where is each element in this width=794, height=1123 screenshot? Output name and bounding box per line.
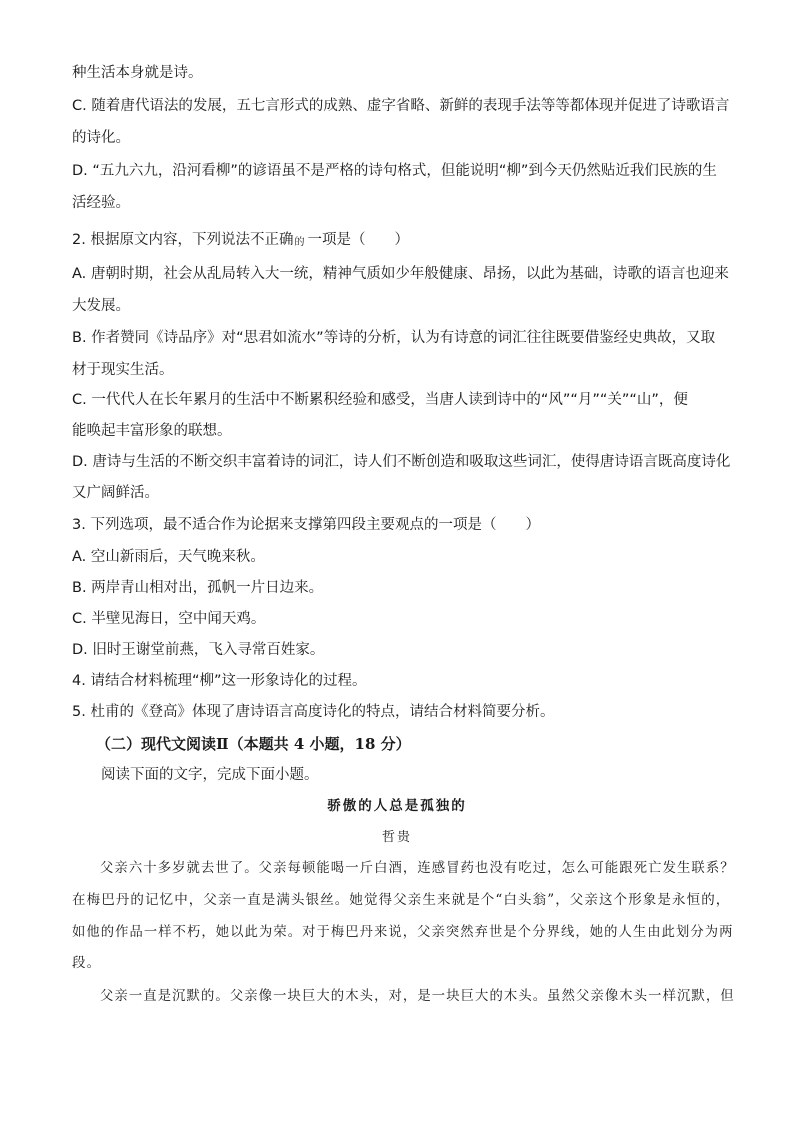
q2-option-c-line-2: 能唤起丰富形象的联想。 [72,423,232,439]
essay-paragraph-1-line-2: 在梅巴丹的记忆中，父亲一直是满头银丝。她觉得父亲生来就是个“白头翁”，父亲这个形象是永恒的， [72,892,731,908]
option-c-line-2: 的诗化。 [72,130,130,146]
q3-option-d: D. 旧时王谢堂前燕，飞入寻常百姓家。 [72,642,325,658]
q2-option-c-line-1: C. 一代代人在长年累月的生活中不断累积经验和感受，当唐人读到诗中的“风”“月”“关”“山”，便 [72,392,688,408]
q3-option-c: C. 半壁见海日，空中闻天鸡。 [72,611,266,627]
q2-option-b-line-1: B. 作者赞同《诗品序》对“思君如流水”等诗的分析，认为有诗意的词汇往往既要借鉴经史典故，又取 [72,330,716,346]
option-d-line-2: 活经验。 [72,195,130,211]
section-heading: （二）现代文阅读Ⅱ（本题共 4 小题，18 分） [96,735,411,753]
essay-paragraph-1-line-4: 段。 [72,955,102,971]
q2-option-b-line-2: 材于现实生活。 [72,362,174,378]
q3-option-a: A. 空山新雨后，天气晚来秋。 [72,549,265,565]
question-5: 5. 杜甫的《登高》体现了唐诗语言高度诗化的特点，请结合材料简要分析。 [72,704,555,720]
q3-option-b: B. 两岸青山相对出，孤帆一片日边来。 [72,580,324,596]
text-line: 种生活本身就是诗。 [72,65,203,81]
option-c-line-1: C. 随着唐代语法的发展，五七言形式的成熟、虚字省略、新鲜的表现手法等等都体现并促进了诗歌语言 [72,98,730,114]
reading-instruction: 阅读下面的文字，完成下面小题。 [101,767,319,783]
q2-option-d-line-2: 又广阔鲜活。 [72,485,159,501]
option-d-line-1: D. “五九六九，沿河看柳”的谚语虽不是严格的诗句格式，但能说明“柳”到今天仍然贴近我们民族的生 [72,163,717,179]
question-4: 4. 请结合材料梳理“柳”这一形象诗化的过程。 [72,673,367,689]
essay-paragraph-1-line-3: 如他的作品一样不朽，她以此为荣。对于梅巴丹来说，父亲突然弃世是个分界线，她的人生由此划分为两 [72,924,734,940]
question-2-part-1: 2. 根据原文内容，下列说法不正确 [72,232,294,248]
stray-mark: 的 [294,237,305,248]
question-3-stem: 3. 下列选项，最不适合作为论据来支撑第四段主要观点的一项是（ ） [72,517,540,533]
essay-author: 哲贵 [381,830,412,845]
question-2-stem [72,230,409,250]
essay-paragraph-2-line-1: 父亲一直是沉默的。父亲像一块巨大的木头，对，是一块巨大的木头。虽然父亲像木头一样沉默，但 [100,988,735,1004]
q2-option-a-line-2: 大发展。 [72,298,130,314]
essay-title: 骄傲的人总是孤独的 [327,798,467,814]
essay-paragraph-1-line-1: 父亲六十多岁就去世了。父亲每顿能喝一斤白酒，连感冒药也没有吃过，怎么可能跟死亡发生联系？ [100,860,735,876]
q2-option-a-line-1: A. 唐朝时期，社会从乱局转入大一统，精神气质如少年般健康、昂扬，以此为基础，诗歌的语言也迎来 [72,266,729,282]
q2-option-d-line-1: D. 唐诗与生活的不断交织丰富着诗的词汇，诗人们不断创造和吸取这些词汇，使得唐诗语言既高度诗化 [72,454,731,470]
question-2-part-2: 一项是（ ） [307,232,409,248]
